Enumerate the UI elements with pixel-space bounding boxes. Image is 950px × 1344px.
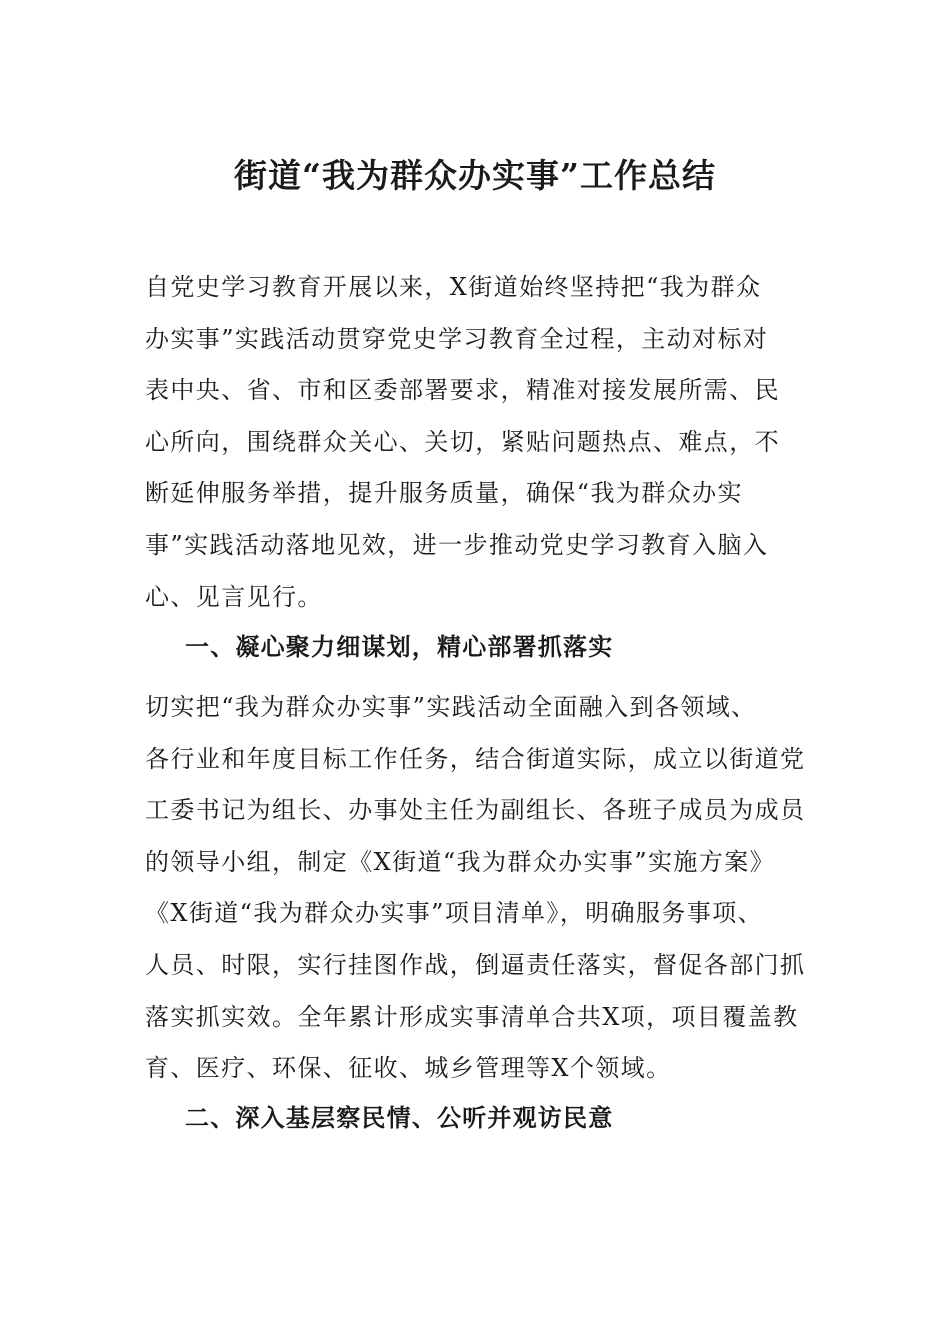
section-1-line: 落实抓实效。全年累计形成实事清单合共X项，项目覆盖教 <box>145 1002 799 1031</box>
intro-line: 办实事”实践活动贯穿党史学习教育全过程，主动对标对 <box>145 324 769 353</box>
intro-line: 自党史学习教育开展以来，X街道始终坚持把“我为群众 <box>145 273 762 301</box>
document-title: 街道“我为群众办实事”工作总结 <box>234 156 716 195</box>
section-1-heading: 一、凝心聚力细谋划，精心部署抓落实 <box>185 632 614 661</box>
intro-paragraph <box>145 262 780 623</box>
section-1-line: 的领导小组，制定《X街道“我为群众办实事”实施方案》 <box>145 847 776 876</box>
section-2-heading: 二、深入基层察民情、公听并观访民意 <box>185 1103 614 1132</box>
section-1-line: 工委书记为组长、办事处主任为副组长、各班子成员为成员 <box>145 796 806 825</box>
section-1-line: 各行业和年度目标工作任务，结合街道实际，成立以街道党 <box>145 744 806 773</box>
section-1-line: 切实把“我为群众办实事”实践活动全面融入到各领域、 <box>145 693 757 721</box>
intro-line: 表中央、省、市和区委部署要求，精准对接发展所需、民 <box>145 376 780 405</box>
section-1-line: 人员、时限，实行挂图作战，倒逼责任落实，督促各部门抓 <box>145 950 806 979</box>
intro-line: 断延伸服务举措，提升服务质量，确保“我为群众办实 <box>145 479 743 508</box>
section-1-paragraph <box>145 682 805 1095</box>
intro-line: 心所向，围绕群众关心、关切，紧贴问题热点、难点，不 <box>145 427 780 456</box>
intro-line: 事”实践活动落地见效，进一步推动党史学习教育入脑入 <box>145 530 769 559</box>
section-1-line: 育、医疗、环保、征收、城乡管理等X个领域。 <box>145 1054 672 1083</box>
section-1-line: 《X街道“我为群众办实事”项目清单》，明确服务事项、 <box>145 899 764 928</box>
intro-line: 心、见言见行。 <box>145 582 323 611</box>
